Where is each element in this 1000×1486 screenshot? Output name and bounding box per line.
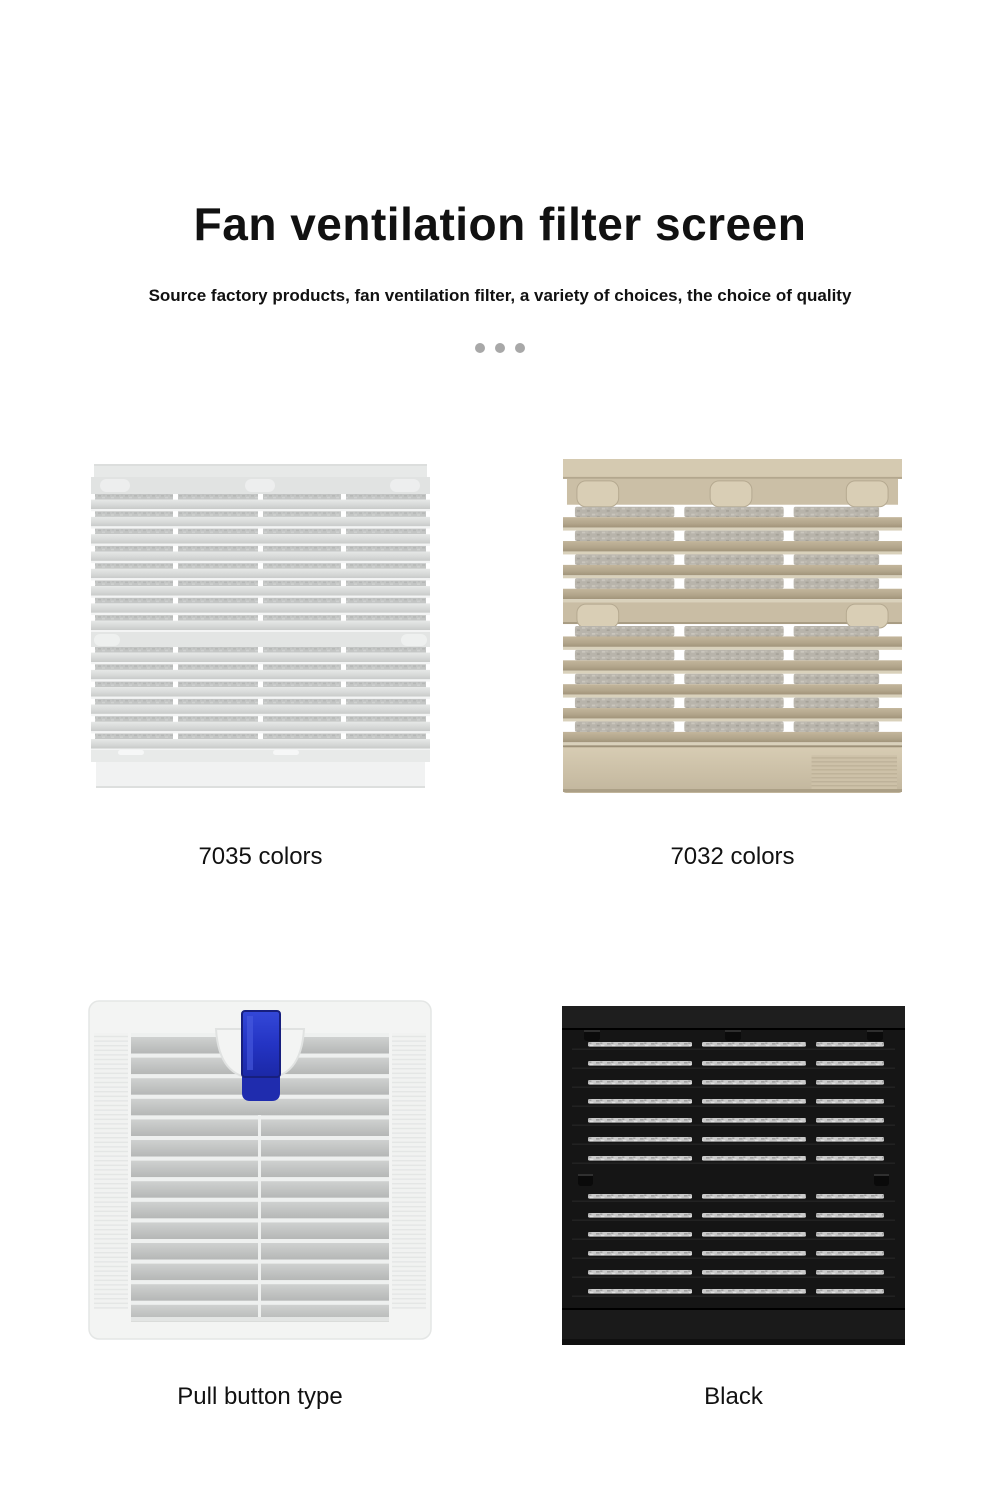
product-card-7032 bbox=[560, 459, 905, 797]
product-card-pull-button bbox=[88, 999, 432, 1343]
product-image-pull-button-filter bbox=[88, 999, 432, 1343]
product-card-7035 bbox=[88, 458, 433, 793]
product-image-7032-beige-filter bbox=[560, 459, 905, 797]
product-label-7032: 7032 colors bbox=[670, 843, 795, 870]
product-label-pull-button: Pull button type bbox=[177, 1383, 343, 1410]
page-title: Fan ventilation filter screen bbox=[193, 198, 807, 250]
product-label-black: Black bbox=[704, 1383, 763, 1410]
product-card-black bbox=[562, 1006, 905, 1345]
product-image-black-filter bbox=[562, 1006, 905, 1345]
product-label-7035: 7035 colors bbox=[198, 843, 323, 870]
page-subtitle: Source factory products, fan ventilation filter, a variety of choices, the choice of quality bbox=[148, 286, 852, 306]
product-image-7035-gray-filter bbox=[88, 458, 433, 793]
